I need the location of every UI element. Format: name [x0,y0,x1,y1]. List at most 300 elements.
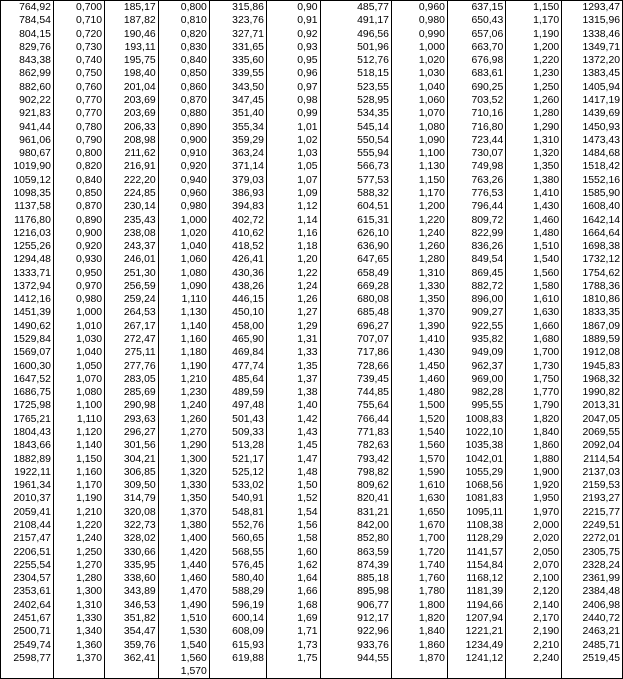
table-cell: 1484,68 [562,147,623,160]
table-cell: 1,300 [53,585,104,598]
table-cell: 402,72 [209,214,266,227]
table-cell: 351,40 [209,107,266,120]
table-row [1,346,623,359]
table-cell: 1,240 [158,399,209,412]
table-cell: 0,930 [53,253,104,266]
table-cell: 1,26 [266,293,320,306]
table-cell: 723,44 [447,134,505,147]
table-cell: 1055,29 [447,466,505,479]
table-cell: 1,500 [391,399,447,412]
table-cell: 0,910 [158,147,209,160]
table-cell: 1,280 [53,572,104,585]
table-cell: 1,100 [391,147,447,160]
table-cell: 0,96 [266,67,320,80]
table-cell: 1473,43 [562,134,623,147]
table-cell: 331,65 [209,41,266,54]
table-cell: 0,870 [158,94,209,107]
table-cell: 335,60 [209,54,266,67]
table-cell: 1,320 [506,147,562,160]
table-cell: 941,44 [1,121,53,134]
table-cell: 1585,90 [562,187,623,200]
table-row [1,599,623,612]
table-cell: 386,93 [209,187,266,200]
table-cell: 1,170 [53,479,104,492]
table-cell: 809,72 [447,214,505,227]
table-cell: 1922,11 [1,466,53,479]
table-cell: 1,340 [53,625,104,638]
table-cell: 0,760 [53,81,104,94]
table-cell: 277,76 [105,360,159,373]
table-cell: 1,190 [506,28,562,41]
table-cell: 1,260 [391,240,447,253]
table-cell: 1,20 [266,253,320,266]
table-cell: 0,99 [266,107,320,120]
table-cell: 982,28 [447,386,505,399]
table-cell: 1128,29 [447,532,505,545]
table-cell: 1,420 [158,546,209,559]
table-cell: 0,95 [266,54,320,67]
table-cell: 1154,84 [447,559,505,572]
table-row [1,652,623,665]
table-cell: 626,10 [320,227,391,240]
table-cell: 1372,94 [1,280,53,293]
table-cell: 647,65 [320,253,391,266]
table-row [1,426,623,439]
table-cell: 235,43 [105,214,159,227]
table-cell: 1,670 [391,519,447,532]
table-cell: 1,970 [506,506,562,519]
table-cell: 363,24 [209,147,266,160]
table-cell: 836,26 [447,240,505,253]
table-cell: 1,220 [391,214,447,227]
table-cell: 902,22 [1,94,53,107]
table-cell: 1,190 [158,360,209,373]
table-cell: 1,33 [266,346,320,359]
table-cell: 2255,54 [1,559,53,572]
table-cell: 1,64 [266,572,320,585]
table-cell: 809,62 [320,479,391,492]
table-cell: 497,48 [209,399,266,412]
table-cell: 1,780 [391,585,447,598]
table-row [1,466,623,479]
table-cell: 843,38 [1,54,53,67]
table-cell: 315,86 [209,1,266,15]
table-cell: 1,040 [158,240,209,253]
table-cell: 0,980 [53,293,104,306]
table-cell: 0,840 [53,174,104,187]
table-cell: 0,810 [158,14,209,27]
table-cell: 1,860 [506,439,562,452]
table-cell [1,665,53,678]
table-cell: 1,130 [158,306,209,319]
table-cell: 1,130 [391,160,447,173]
table-row [1,187,623,200]
table-cell: 216,91 [105,160,159,173]
table-cell: 0,950 [53,267,104,280]
table-cell: 1,700 [391,532,447,545]
table-cell: 1,530 [158,625,209,638]
table-cell: 804,15 [1,28,53,41]
table-cell: 1450,93 [562,121,623,134]
table-cell [209,665,266,678]
table-cell: 885,18 [320,572,391,585]
table-cell: 1,770 [506,386,562,399]
table-cell: 980,67 [1,147,53,160]
table-cell: 1,350 [391,293,447,306]
table-cell: 193,11 [105,41,159,54]
table-cell: 2249,51 [562,519,623,532]
table-cell: 1098,35 [1,187,53,200]
table-cell: 1,24 [266,280,320,293]
table-cell: 0,840 [158,54,209,67]
table-cell: 1,350 [506,160,562,173]
table-cell: 1,05 [266,160,320,173]
table-cell: 1,35 [266,360,320,373]
table-cell: 1,240 [391,227,447,240]
table-cell: 1,380 [158,519,209,532]
table-cell: 862,99 [1,67,53,80]
table-cell: 1,860 [391,639,447,652]
table-cell: 1529,84 [1,333,53,346]
table-cell: 1,470 [158,585,209,598]
table-cell: 450,10 [209,306,266,319]
table-cell: 1,45 [266,439,320,452]
table-cell: 696,27 [320,320,391,333]
table-cell: 2451,67 [1,612,53,625]
table-cell: 831,21 [320,506,391,519]
table-cell [105,665,159,678]
numeric-data-table [1,0,623,678]
table-cell: 1754,62 [562,267,623,280]
table-cell: 309,50 [105,479,159,492]
table-cell: 2,050 [506,546,562,559]
table-cell: 1372,20 [562,54,623,67]
table-cell: 322,73 [105,519,159,532]
table-cell: 782,63 [320,439,391,452]
table-cell: 2598,77 [1,652,53,665]
table-cell: 1,330 [53,612,104,625]
table-cell: 1,370 [53,652,104,665]
table-cell: 676,98 [447,54,505,67]
table-cell: 0,830 [158,41,209,54]
table-cell: 2,170 [506,612,562,625]
table-cell: 1,560 [391,439,447,452]
table-cell: 491,17 [320,14,391,27]
table-cell: 512,76 [320,54,391,67]
table-cell: 1,310 [506,134,562,147]
table-cell: 596,19 [209,599,266,612]
table-row [1,121,623,134]
table-cell: 906,77 [320,599,391,612]
table-cell: 1,920 [506,479,562,492]
table-cell: 1,430 [391,346,447,359]
table-cell: 355,34 [209,121,266,134]
table-cell: 1,020 [391,54,447,67]
table-cell: 1081,83 [447,492,505,505]
table-cell: 2440,72 [562,612,623,625]
table-cell: 1,150 [506,1,562,15]
table-cell: 1,080 [158,267,209,280]
table-cell: 637,15 [447,1,505,15]
table-cell: 1,160 [158,333,209,346]
table-cell: 1181,39 [447,585,505,598]
table-cell: 1,280 [506,107,562,120]
table-cell: 1,650 [391,506,447,519]
table-cell: 275,11 [105,346,159,359]
table-cell: 2519,45 [562,652,623,665]
table-cell: 1,38 [266,386,320,399]
table-cell: 2328,24 [562,559,623,572]
table-cell: 2,000 [506,519,562,532]
table-cell: 1,090 [158,280,209,293]
table-cell: 1,22 [266,267,320,280]
table-cell: 1451,39 [1,306,53,319]
table-cell: 2,190 [506,625,562,638]
table-row [1,214,623,227]
table-cell: 744,85 [320,386,391,399]
table-cell: 1664,64 [562,227,623,240]
table-cell: 1882,89 [1,453,53,466]
table-cell: 346,53 [105,599,159,612]
table-cell: 501,43 [209,413,266,426]
table-cell: 636,90 [320,240,391,253]
table-cell: 1,29 [266,320,320,333]
table-cell: 418,52 [209,240,266,253]
table-cell: 1,080 [391,121,447,134]
table-cell: 895,98 [320,585,391,598]
table-cell: 1168,12 [447,572,505,585]
table-cell: 1,07 [266,174,320,187]
table-cell: 1,110 [158,293,209,306]
table-row [1,386,623,399]
table-cell: 243,37 [105,240,159,253]
table-cell: 1,37 [266,373,320,386]
table-cell: 1990,82 [562,386,623,399]
table-row [1,506,623,519]
table-cell: 548,81 [209,506,266,519]
table-cell: 658,49 [320,267,391,280]
table-cell: 1,52 [266,492,320,505]
table-cell: 600,14 [209,612,266,625]
table-cell: 0,800 [53,147,104,160]
table-cell: 1,47 [266,453,320,466]
table-cell: 1765,21 [1,413,53,426]
table-cell: 1194,66 [447,599,505,612]
table-cell: 2485,71 [562,639,623,652]
table-cell: 1,540 [158,639,209,652]
table-row [1,1,623,15]
table-row [1,665,623,678]
table-row [1,612,623,625]
table-row [1,492,623,505]
table-cell: 485,64 [209,373,266,386]
table-cell: 206,33 [105,121,159,134]
table-row [1,439,623,452]
table-cell: 489,59 [209,386,266,399]
table-cell: 1,950 [506,492,562,505]
table-cell: 1,510 [506,240,562,253]
table-cell: 1,030 [391,67,447,80]
table-row [1,546,623,559]
table-cell: 663,70 [447,41,505,54]
table-cell: 1,360 [53,639,104,652]
table-cell: 685,48 [320,306,391,319]
table-cell: 771,83 [320,426,391,439]
table-row [1,519,623,532]
table-cell: 1552,16 [562,174,623,187]
table-cell: 1,000 [391,41,447,54]
table-cell: 1,50 [266,479,320,492]
table-cell: 1,190 [53,492,104,505]
table-cell: 784,54 [1,14,53,27]
table-cell: 2114,54 [562,453,623,466]
table-row [1,81,623,94]
table-cell: 338,60 [105,572,159,585]
table-cell: 849,54 [447,253,505,266]
table-cell: 198,40 [105,67,159,80]
table-cell: 1,580 [506,280,562,293]
table-cell: 909,27 [447,306,505,319]
table-cell: 1,060 [158,253,209,266]
table-cell: 2059,41 [1,506,53,519]
table-cell: 354,47 [105,625,159,638]
table-cell: 2463,21 [562,625,623,638]
table-cell: 1569,07 [1,346,53,359]
table-cell: 1,250 [53,546,104,559]
table-cell: 1,010 [53,320,104,333]
table-cell: 1,750 [506,373,562,386]
table-cell: 550,54 [320,134,391,147]
table-row [1,147,623,160]
table-row [1,54,623,67]
table-cell: 1412,16 [1,293,53,306]
table-cell: 1,71 [266,625,320,638]
table-cell: 496,56 [320,28,391,41]
table-cell: 619,88 [209,652,266,665]
table-cell: 1,14 [266,214,320,227]
table-cell: 1,880 [506,453,562,466]
table-cell: 1,160 [53,466,104,479]
table-row [1,639,623,652]
table-cell: 580,40 [209,572,266,585]
table-cell: 0,850 [158,67,209,80]
table-cell: 1293,47 [562,1,623,15]
table-cell: 0,700 [53,1,104,15]
table-cell: 0,770 [53,107,104,120]
table-row [1,625,623,638]
table-cell: 290,98 [105,399,159,412]
table-cell: 2272,01 [562,532,623,545]
table-cell: 1,070 [391,107,447,120]
table-cell: 0,90 [266,1,320,15]
table-cell: 1,180 [158,346,209,359]
table-cell: 1,480 [506,227,562,240]
table-cell: 1,900 [506,466,562,479]
table-cell: 1,540 [506,253,562,266]
table-cell: 852,80 [320,532,391,545]
table-cell: 680,08 [320,293,391,306]
table-cell: 763,26 [447,174,505,187]
table-cell: 764,92 [1,1,53,15]
table-cell: 1,390 [391,320,447,333]
table-cell: 869,45 [447,267,505,280]
table-cell: 1095,11 [447,506,505,519]
table-cell: 1833,35 [562,306,623,319]
table-cell: 2384,48 [562,585,623,598]
table-cell: 730,07 [447,147,505,160]
table-cell: 1,56 [266,519,320,532]
table-cell: 1,02 [266,134,320,147]
table-cell: 1,350 [158,492,209,505]
table-cell: 2402,64 [1,599,53,612]
table-cell: 0,820 [53,160,104,173]
table-cell: 1,840 [391,625,447,638]
table-cell: 222,20 [105,174,159,187]
table-cell: 1,69 [266,612,320,625]
table-cell: 1,330 [391,280,447,293]
table-row [1,134,623,147]
table-cell: 371,14 [209,160,266,173]
table-cell: 1,240 [53,532,104,545]
table-cell: 0,93 [266,41,320,54]
table-cell: 949,09 [447,346,505,359]
table-cell [53,665,104,678]
table-cell: 1,110 [53,413,104,426]
table-cell: 690,25 [447,81,505,94]
table-cell: 1294,48 [1,253,53,266]
table-cell: 0,820 [158,28,209,41]
table-cell: 1,01 [266,121,320,134]
table-cell: 1,200 [506,41,562,54]
table-cell: 1,440 [158,559,209,572]
table-cell: 2193,27 [562,492,623,505]
table-cell: 755,64 [320,399,391,412]
table-row [1,94,623,107]
table-cell: 304,21 [105,453,159,466]
table-cell: 314,79 [105,492,159,505]
table-cell: 1,430 [506,200,562,213]
table-cell: 301,56 [105,439,159,452]
table-cell: 2215,77 [562,506,623,519]
table-cell: 822,99 [447,227,505,240]
table-cell: 1,310 [53,599,104,612]
table-row [1,14,623,27]
table-cell: 2137,03 [562,466,623,479]
table-row [1,453,623,466]
table-cell: 335,95 [105,559,159,572]
table-row [1,67,623,80]
table-cell: 1,460 [391,373,447,386]
table-cell: 1,75 [266,652,320,665]
table-cell: 922,55 [447,320,505,333]
table-cell: 1,290 [158,439,209,452]
table-cell: 552,76 [209,519,266,532]
table-cell: 293,63 [105,413,159,426]
table-cell: 256,59 [105,280,159,293]
table-cell: 1732,12 [562,253,623,266]
table-cell: 1338,46 [562,28,623,41]
table-cell: 1,48 [266,466,320,479]
table-cell: 0,800 [158,1,209,15]
table-cell: 1,060 [391,94,447,107]
table-cell: 0,790 [53,134,104,147]
table-cell: 2159,53 [562,479,623,492]
table-cell: 2010,37 [1,492,53,505]
table-cell: 995,55 [447,399,505,412]
table-cell: 1,250 [506,81,562,94]
table-row [1,360,623,373]
table-cell: 485,77 [320,1,391,15]
